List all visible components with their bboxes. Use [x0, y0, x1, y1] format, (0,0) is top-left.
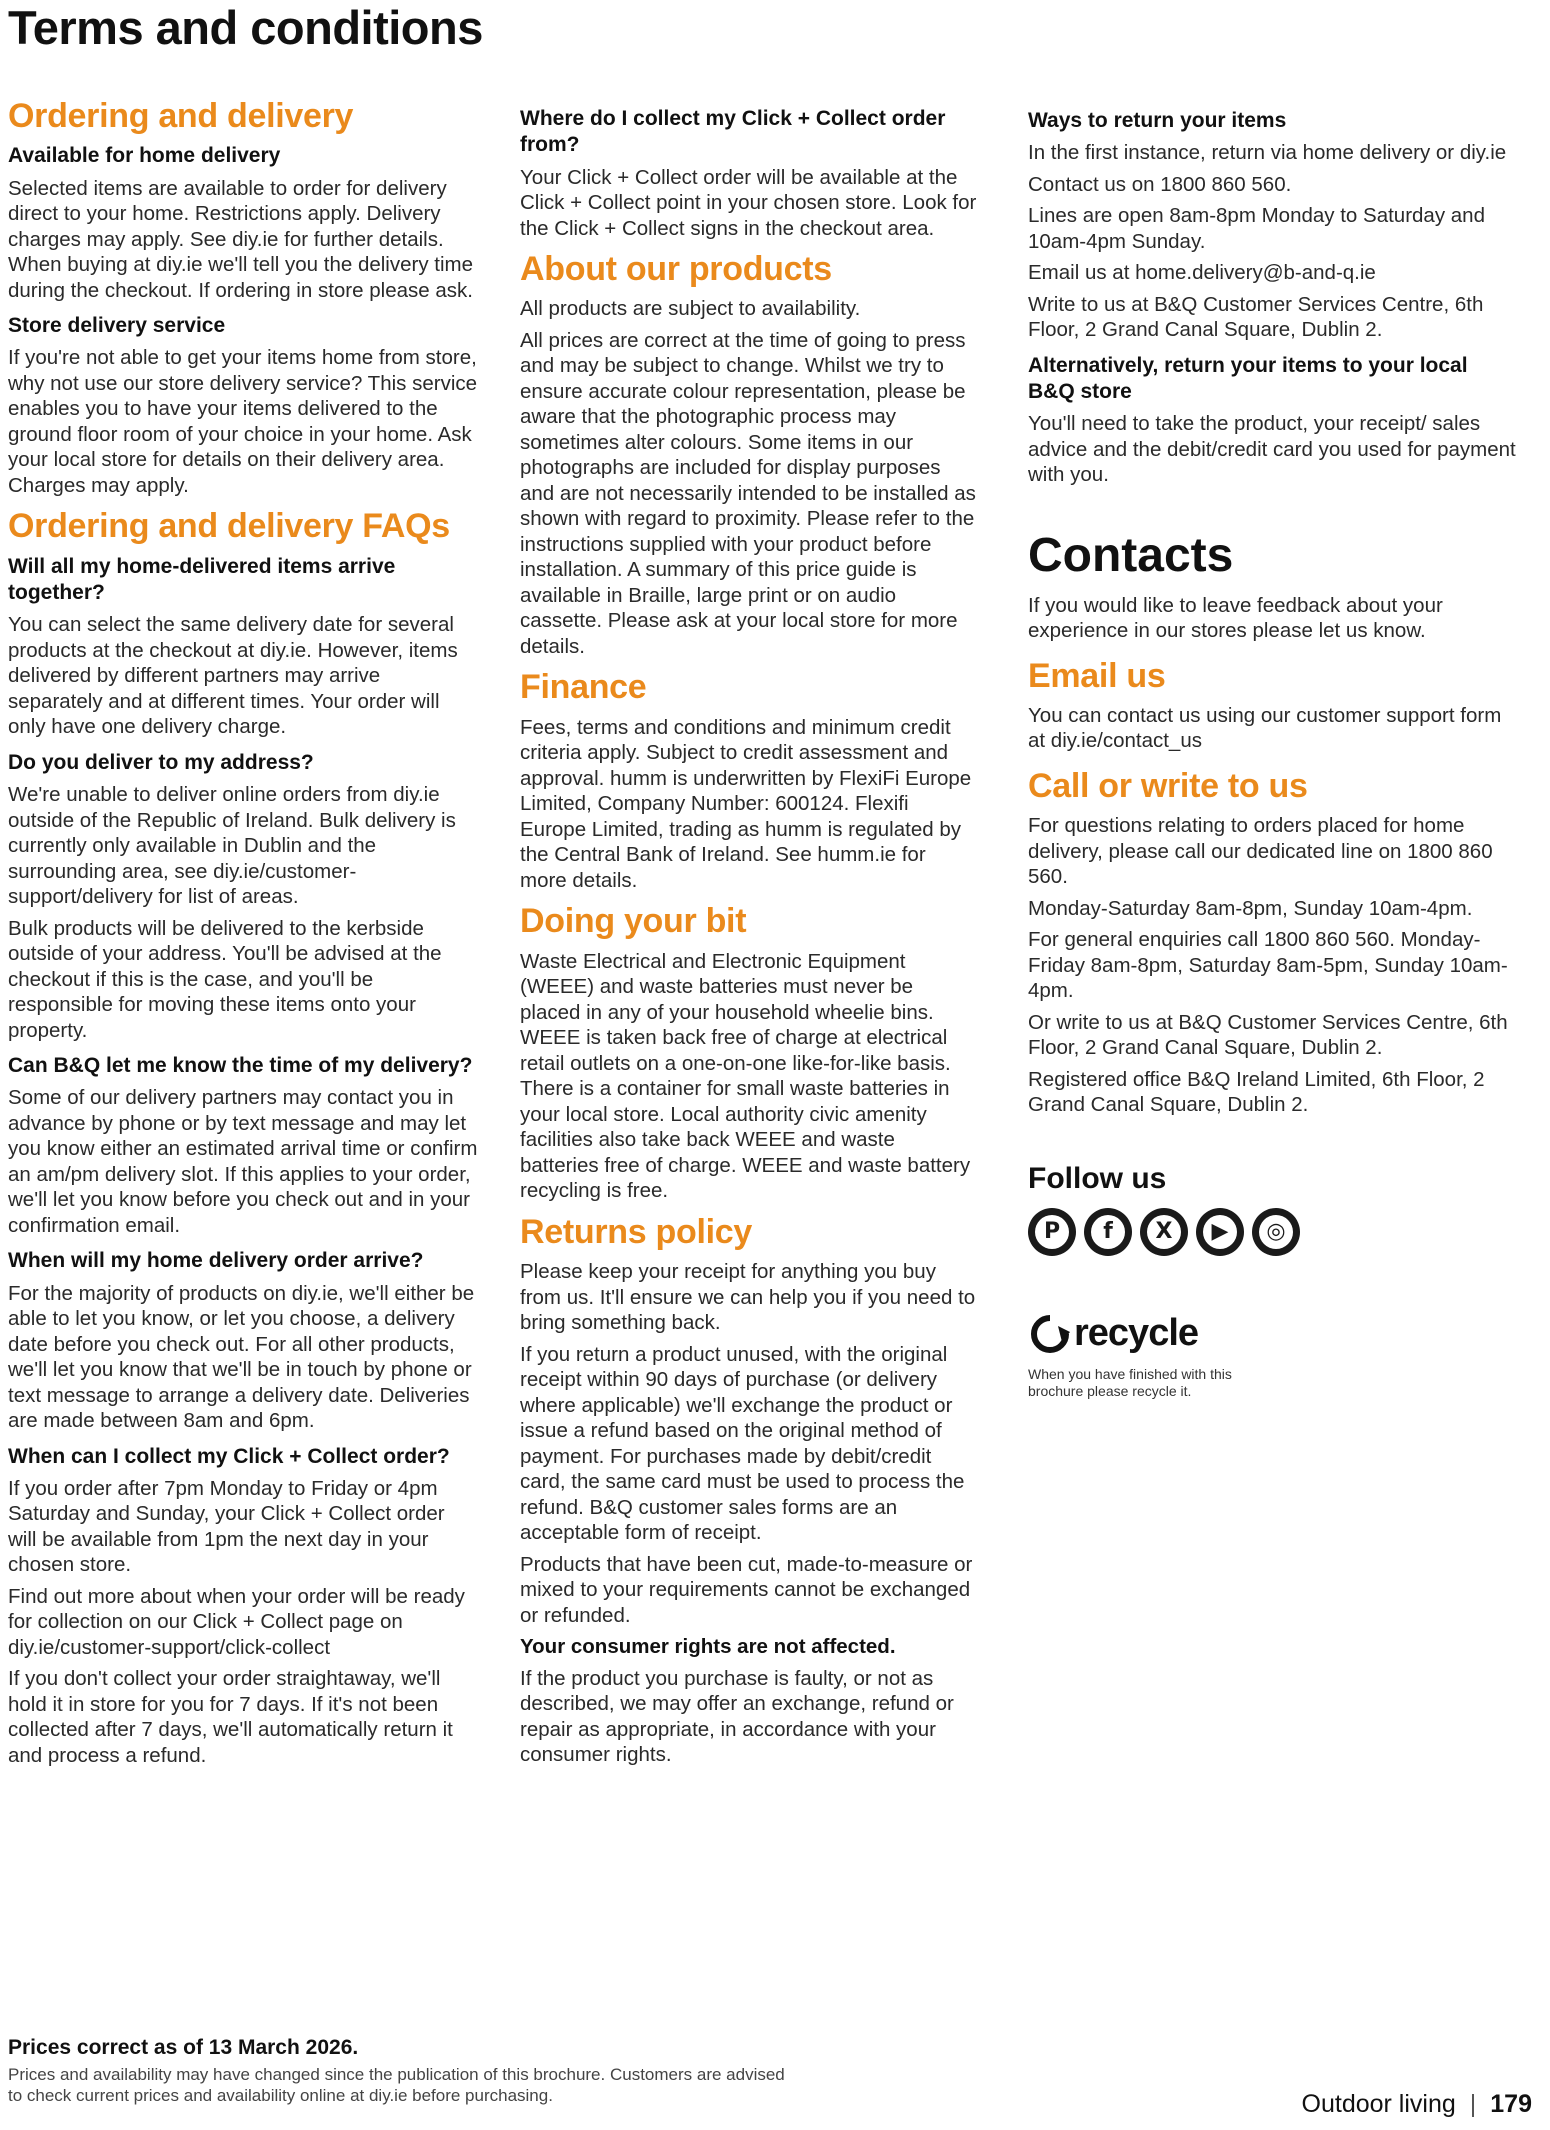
faq-answer: You can select the same delivery date for several products at the checkout at diy.ie. However, items delivered by different partners may arrive separately and at different times. Your order will only have one delivery charge.	[8, 613, 458, 739]
faq-question: Can B&Q let me know the time of my delivery?	[8, 1054, 473, 1078]
subheading-ways-to-return: Ways to return your items	[1028, 109, 1287, 132]
paragraph: Selected items are available to order for delivery direct to your home. Restrictions apply. Delivery charges may apply. See diy.ie for further details. When buying at diy.ie we'll tell you the delivery time during the checkout. If ordering in store please ask.	[8, 176, 474, 302]
paragraph: For general enquiries call 1800 860 560. Monday-Friday 8am-8pm, Saturday 8am-5pm, Sunday 10am-4pm.	[1028, 928, 1508, 1003]
faq-question: Will all my home-delivered items arrive together?	[8, 554, 396, 605]
contacts-title: Contacts	[1028, 528, 1234, 582]
paragraph: Monday-Saturday 8am-8pm, Sunday 10am-4pm.	[1028, 896, 1473, 920]
paragraph: All products are subject to availability.	[520, 297, 861, 321]
section-name: Outdoor living	[1301, 2090, 1456, 2118]
recycle-block	[1028, 1312, 1520, 1400]
consumer-rights-note: Your consumer rights are not affected.	[520, 1635, 896, 1659]
address-text: Write to us at B&Q Customer Services Centre, 6th Floor, 2 Grand Canal Square, Dublin 2.	[1028, 292, 1484, 342]
faq-answer: We're unable to deliver online orders from diy.ie outside of the Republic of Ireland. Bulk delivery is currently only available in Dublin and the surrounding area, see diy.ie/customer-support/delivery for list of areas.	[8, 783, 456, 909]
separator: |	[1469, 2090, 1477, 2118]
subheading-store-delivery: Store delivery service	[8, 314, 226, 338]
instagram-icon[interactable]: ◎	[1252, 1208, 1300, 1256]
paragraph: Registered office B&Q Ireland Limited, 6th Floor, 2 Grand Canal Square, Dublin 2.	[1028, 1067, 1485, 1117]
recycle-word: recycle	[1074, 1312, 1199, 1355]
prices-disclaimer: Prices and availability may have changed since the publication of this brochure. Customers are advised to check current prices and availability online at diy.ie before purchasing.	[8, 2065, 785, 2105]
faq-answer: Bulk products will be delivered to the kerbside outside of your address. You'll be advised at the checkout if this is the case, and you'll be responsible for moving these items onto your property.	[8, 916, 442, 1042]
section-title-doing-your-bit: Doing your bit	[520, 902, 747, 941]
column-1	[8, 98, 478, 1778]
paragraph: You can contact us using our customer support form at diy.ie/contact_us	[1028, 703, 1502, 753]
follow-us-title: Follow us	[1028, 1161, 1167, 1195]
faq-answer: Some of our delivery partners may contact you in advance by phone or by text message and may let you know either an estimated arrival time or confirm an am/pm delivery slot. If this applies to your order, we'll let you know before you check out and in your confirmation email.	[8, 1086, 478, 1237]
faq-answer: If you don't collect your order straightaway, we'll hold it in store for you for 7 days. If it's not been collected after 7 days, we'll automatically return it and process a refund.	[8, 1667, 453, 1767]
paragraph: Please keep your receipt for anything you buy from us. It'll ensure we can help you if you need to bring something back.	[520, 1260, 976, 1335]
paragraph: If you return a product unused, with the original receipt within 90 days of purchase (or delivery where applicable) we'll exchange the product or issue a refund based on the original method of payment. For purchases made by debit/credit card, the same card must be used to process the refund. B&Q customer sales forms are an acceptable form of receipt.	[520, 1342, 965, 1545]
paragraph: If the product you purchase is faulty, or not as described, we may offer an exchange, refund or repair as appropriate, in accordance with your consumer rights.	[520, 1666, 954, 1767]
section-title-email: Email us	[1028, 656, 1166, 695]
prices-correct-heading: Prices correct as of 13 March 2026.	[8, 2036, 359, 2059]
faq-answer: Your Click + Collect order will be available at the Click + Collect point in your chosen store. Look for the Click + Collect signs in the checkout area.	[520, 165, 977, 240]
paragraph: If you would like to leave feedback about your experience in our stores please let us know.	[1028, 593, 1443, 643]
recycle-note: When you have finished with this brochure please recycle it.	[1028, 1365, 1232, 1399]
column-3	[1028, 108, 1520, 1400]
paragraph: Or write to us at B&Q Customer Services Centre, 6th Floor, 2 Grand Canal Square, Dublin 2.	[1028, 1010, 1508, 1060]
pinterest-icon[interactable]: P	[1028, 1208, 1076, 1256]
footer	[8, 2036, 788, 2106]
email-text: Email us at home.delivery@b-and-q.ie	[1028, 261, 1376, 285]
paragraph: Fees, terms and conditions and minimum credit criteria apply. Subject to credit assessment and approval. humm is underwritten by FlexiFi Europe Limited, Company Number: 600124. Flexifi Europe Limited, trading as humm is regulated by the Central Bank of Ireland. See humm.ie for more details.	[520, 715, 972, 892]
paragraph: In the first instance, return via home delivery or diy.ie	[1028, 141, 1507, 165]
page-title: Terms and conditions	[8, 1, 483, 54]
section-title-finance: Finance	[520, 668, 647, 707]
section-title-call: Call or write to us	[1028, 766, 1308, 805]
phone-number-text: Contact us on 1800 860 560.	[1028, 172, 1292, 196]
paragraph: If you're not able to get your items home from store, why not use our store delivery service? This service enables you to have your items delivered to the ground floor room of your choice in your home. Ask your local store for details on their delivery area. Charges may apply.	[8, 346, 478, 497]
paragraph: Waste Electrical and Electronic Equipment (WEEE) and waste batteries must never be placed in any of your household wheelie bins. WEEE is taken back free of charge at electrical retail outlets on a one-on-one like-for-like basis. There is a container for small waste batteries in your local store. Local authority civic amenity facilities also take back WEEE and waste batteries free of charge. WEEE and waste battery recycling is free.	[520, 949, 971, 1203]
section-title-faqs: Ordering and delivery FAQs	[8, 507, 450, 546]
paragraph: Products that have been cut, made-to-measure or mixed to your requirements cannot be exchanged or refunded.	[520, 1552, 973, 1627]
page-footer	[1302, 2090, 1532, 2119]
recycle-logo	[1028, 1312, 1520, 1356]
page-number: 179	[1490, 2090, 1532, 2118]
faq-question: When can I collect my Click + Collect order?	[8, 1444, 450, 1468]
faq-answer: Find out more about when your order will be ready for collection on our Click + Collect page on diy.ie/customer-support/click-collect	[8, 1584, 465, 1659]
paragraph: You'll need to take the product, your receipt/ sales advice and the debit/credit card you used for payment with you.	[1028, 412, 1516, 487]
subheading-return-to-store: Alternatively, return your items to your local B&Q store	[1028, 353, 1468, 403]
x-icon[interactable]: X	[1140, 1208, 1188, 1256]
column-2	[520, 106, 978, 1778]
social-links	[1028, 1208, 1520, 1256]
paragraph: All prices are correct at the time of going to press and may be subject to change. Whilst we try to ensure accurate colour representation, please be aware that the photographic process may sometimes alter colours. Some items in our photographs are included for display purposes and are not necessarily intended to be installed as shown with regard to proximity. Please refer to the instructions supplied with your product before installation. A summary of this price guide is available in Braille, large print or on audio cassette. Please ask at your local store for more details.	[520, 328, 976, 658]
faq-answer: If you order after 7pm Monday to Friday or 4pm Saturday and Sunday, your Click + Collect order will be available from 1pm the next day in your chosen store.	[8, 1476, 445, 1577]
section-title-returns: Returns policy	[520, 1212, 752, 1251]
opening-hours-text: Lines are open 8am-8pm Monday to Saturday and 10am-4pm Sunday.	[1028, 204, 1485, 253]
youtube-icon[interactable]: ▶	[1196, 1208, 1244, 1256]
recycle-arrow-icon	[1028, 1312, 1072, 1356]
faq-question: Where do I collect my Click + Collect order from?	[520, 107, 946, 157]
section-title-products: About our products	[520, 250, 832, 288]
faq-answer: For the majority of products on diy.ie, we'll either be able to let you know, or let you choose, a delivery date before you check out. For all other products, we'll let you know that we'll be in touch by phone or text message to arrange a delivery date. Deliveries are made between 8am and 6pm.	[8, 1281, 475, 1433]
subheading-home-delivery: Available for home delivery	[8, 144, 281, 168]
faq-question: Do you deliver to my address?	[8, 750, 314, 774]
section-title-ordering: Ordering and delivery	[8, 97, 354, 135]
facebook-icon[interactable]: f	[1084, 1208, 1132, 1256]
paragraph: For questions relating to orders placed for home delivery, please call our dedicated line on 1800 860 560.	[1028, 814, 1493, 889]
faq-question: When will my home delivery order arrive?	[8, 1249, 424, 1273]
